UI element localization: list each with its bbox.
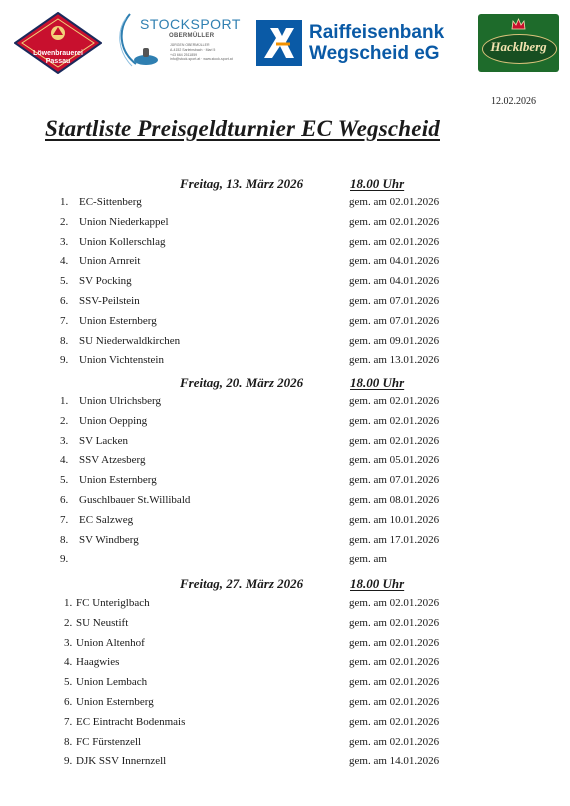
registration-status: gem. am 13.01.2026: [349, 354, 440, 366]
team-row: [0, 716, 570, 735]
stocksport-logo: [112, 8, 252, 74]
registration-status: gem. am 02.01.2026: [349, 196, 440, 208]
stocksport-owner: OBERMÜLLER: [169, 33, 215, 39]
team-number: 4.: [60, 454, 69, 466]
registration-status: gem. am 02.01.2026: [349, 415, 440, 427]
registration-status: gem. am 02.01.2026: [349, 236, 440, 248]
team-name: SU Neustift: [76, 617, 129, 629]
team-number: 3.: [60, 435, 69, 447]
registration-status: gem. am 04.01.2026: [349, 275, 440, 287]
team-number: 7.: [64, 716, 73, 728]
team-number: 7.: [60, 315, 69, 327]
team-number: 2.: [60, 216, 69, 228]
stocksport-detail-line: info@stock-sport.at · www.stock-sport.at: [170, 57, 233, 62]
registration-status: gem. am: [349, 553, 387, 565]
team-number: 2.: [64, 617, 73, 629]
team-number: 8.: [60, 335, 69, 347]
team-row: [0, 435, 570, 454]
stocksport-detail-line: +43 664 2511859: [170, 52, 198, 57]
team-name: Union Vichtenstein: [79, 354, 164, 366]
team-name: Haagwies: [76, 656, 120, 668]
loewenbrauerei-logo: [14, 12, 102, 74]
team-name: SV Pocking: [79, 275, 132, 287]
team-number: 9.: [60, 354, 69, 366]
registration-status: gem. am 05.01.2026: [349, 454, 440, 466]
team-name: Union Esternberg: [79, 474, 157, 486]
registration-status: gem. am 02.01.2026: [349, 597, 440, 609]
hacklberg-logo: [478, 14, 559, 72]
registration-status: gem. am 02.01.2026: [349, 637, 440, 649]
registration-status: gem. am 02.01.2026: [349, 395, 440, 407]
team-number: 7.: [60, 514, 69, 526]
team-row: [0, 196, 570, 215]
registration-status: gem. am 09.01.2026: [349, 335, 440, 347]
registration-status: gem. am 14.01.2026: [349, 755, 440, 767]
registration-status: gem. am 02.01.2026: [349, 435, 440, 447]
registration-status: gem. am 04.01.2026: [349, 255, 440, 267]
team-number: 4.: [60, 255, 69, 267]
team-row: [0, 295, 570, 314]
team-row: [0, 415, 570, 434]
team-name: FC Fürstenzell: [76, 736, 142, 748]
team-name: SV Windberg: [79, 534, 139, 546]
team-row: [0, 656, 570, 675]
stocksport-detail-line: JÜRGEN OBERMÜLLER: [170, 43, 210, 47]
team-row: [0, 597, 570, 616]
team-number: 8.: [64, 736, 73, 748]
section-time: 18.00 Uhr: [350, 576, 405, 591]
section-time: 18.00 Uhr: [350, 375, 405, 390]
stocksport-detail-line: A-4152 Sarleinsbach · Marl 5: [170, 47, 216, 52]
team-number: 9.: [60, 553, 69, 565]
team-row: [0, 454, 570, 473]
team-number: 6.: [60, 295, 69, 307]
team-row: [0, 275, 570, 294]
team-number: 3.: [64, 637, 73, 649]
team-name: SV Lacken: [79, 435, 128, 447]
team-row: [0, 395, 570, 414]
team-number: 1.: [60, 395, 69, 407]
team-row: [0, 216, 570, 235]
registration-status: gem. am 02.01.2026: [349, 716, 440, 728]
document-date: 12.02.2026: [491, 96, 536, 107]
team-number: 2.: [60, 415, 69, 427]
team-name: Union Altenhof: [76, 637, 145, 649]
team-name: Union Kollerschlag: [79, 236, 166, 248]
raiffeisenbank-logo: [256, 20, 472, 70]
team-number: 1.: [64, 597, 73, 609]
team-name: Union Ulrichsberg: [79, 395, 161, 407]
team-name: Union Arnreit: [79, 255, 141, 267]
section-header: [180, 176, 404, 192]
team-name: FC Unteriglbach: [76, 597, 150, 609]
section-day: Freitag, 27. März 2026: [180, 576, 304, 591]
registration-status: gem. am 10.01.2026: [349, 514, 440, 526]
hacklberg-name: Hacklberg: [490, 39, 547, 54]
registration-status: gem. am 02.01.2026: [349, 617, 440, 629]
team-row: [0, 255, 570, 274]
crown-icon: [511, 17, 526, 32]
section-day: Freitag, 20. März 2026: [180, 375, 304, 390]
raiffeisenbank-name: [309, 22, 444, 64]
team-number: 1.: [60, 196, 69, 208]
team-row: [0, 494, 570, 513]
team-name: Union Oepping: [79, 415, 148, 427]
team-row: [0, 315, 570, 334]
team-row: [0, 755, 570, 774]
team-row: [0, 617, 570, 636]
team-name: Union Esternberg: [76, 696, 154, 708]
team-number: 5.: [64, 676, 73, 688]
team-name: EC Eintracht Bodenmais: [76, 716, 186, 728]
raiffeisen-mark-icon: [256, 20, 302, 66]
sponsor-logos: [0, 8, 570, 72]
team-row: [0, 736, 570, 755]
team-name: Union Lembach: [76, 676, 148, 688]
registration-status: gem. am 02.01.2026: [349, 676, 440, 688]
page-title: Startliste Preisgeldturnier EC Wegscheid: [45, 116, 440, 141]
team-number: 8.: [60, 534, 69, 546]
team-name: SSV-Peilstein: [79, 295, 140, 307]
team-row: [0, 637, 570, 656]
registration-status: gem. am 02.01.2026: [349, 736, 440, 748]
registration-status: gem. am 08.01.2026: [349, 494, 440, 506]
team-row: [0, 514, 570, 533]
team-number: 6.: [64, 696, 73, 708]
team-number: 5.: [60, 474, 69, 486]
team-row: [0, 474, 570, 493]
registration-status: gem. am 17.01.2026: [349, 534, 440, 546]
team-name: Union Esternberg: [79, 315, 157, 327]
raiffeisenbank-line1: Raiffeisenbank: [309, 22, 445, 43]
team-number: 6.: [60, 494, 69, 506]
loewenbrauerei-name: Löwenbrauerei: [33, 50, 83, 57]
registration-status: gem. am 07.01.2026: [349, 474, 440, 486]
registration-status: gem. am 02.01.2026: [349, 656, 440, 668]
stocksport-details: [170, 43, 250, 62]
registration-status: gem. am 02.01.2026: [349, 696, 440, 708]
team-row: [0, 335, 570, 354]
stocksport-name: STOCKSPORT: [140, 16, 241, 32]
section-header: [180, 576, 404, 592]
registration-status: gem. am 02.01.2026: [349, 216, 440, 228]
team-number: 4.: [64, 656, 73, 668]
team-name: EC Salzweg: [79, 514, 134, 526]
registration-status: gem. am 07.01.2026: [349, 295, 440, 307]
team-name: Guschlbauer St.Willibald: [79, 494, 191, 506]
team-name: SU Niederwaldkirchen: [79, 335, 181, 347]
section-time: 18.00 Uhr: [350, 176, 405, 191]
team-name: EC-Sittenberg: [79, 196, 142, 208]
loewenbrauerei-city: Passau: [45, 58, 71, 65]
team-row: [0, 696, 570, 715]
team-row: [0, 676, 570, 695]
team-name: DJK SSV Innernzell: [76, 755, 167, 767]
team-row: [0, 236, 570, 255]
team-row: [0, 553, 570, 572]
raiffeisenbank-line2: Wegscheid eG: [309, 43, 440, 64]
team-name: Union Niederkappel: [79, 216, 169, 228]
team-name: SSV Atzesberg: [79, 454, 146, 466]
section-header: [180, 375, 404, 391]
registration-status: gem. am 07.01.2026: [349, 315, 440, 327]
team-row: [0, 354, 570, 373]
section-day: Freitag, 13. März 2026: [180, 176, 304, 191]
team-number: 5.: [60, 275, 69, 287]
team-number: 9.: [64, 755, 73, 767]
team-number: 3.: [60, 236, 69, 248]
team-row: [0, 534, 570, 553]
